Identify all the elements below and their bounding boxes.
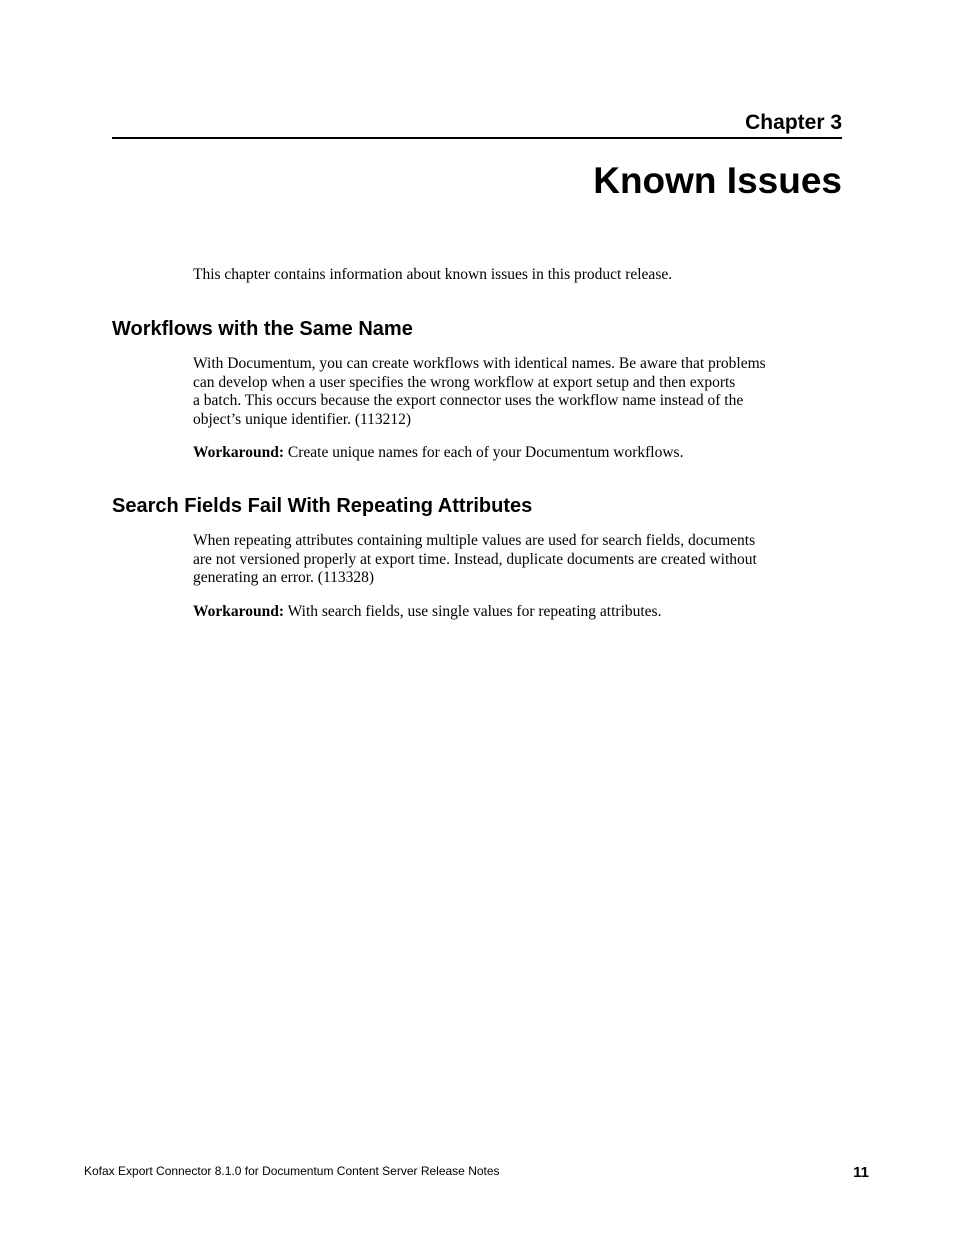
body-line: When repeating attributes containing multiple values are used for search fields, documents [193, 532, 756, 549]
body-line: are not versioned properly at export time. Instead, duplicate documents are created without [193, 550, 757, 568]
body-line: generating an error. (113328) [193, 569, 375, 587]
body-line: object’s unique identifier. (113212) [193, 411, 412, 429]
section-heading-workflows: Workflows with the Same Name [112, 318, 413, 340]
workaround-workflows [193, 444, 838, 463]
workaround-label: Workaround: [193, 444, 285, 461]
body-line: With Documentum, you can create workflows with identical names. Be aware that problems [193, 355, 766, 372]
chapter-label: Chapter 3 [745, 111, 842, 134]
body-line: a batch. This occurs because the export connector uses the workflow name instead of the [193, 392, 744, 410]
section-heading-search-fields: Search Fields Fail With Repeating Attributes [112, 495, 533, 517]
chapter-divider [112, 137, 842, 139]
workaround-text: Create unique names for each of your Documentum workflows. [284, 444, 684, 461]
page-number: 11 [853, 1164, 869, 1181]
body-line: can develop when a user specifies the wrong workflow at export setup and then exports [193, 373, 736, 391]
chapter-intro: This chapter contains information about known issues in this product release. [193, 266, 673, 283]
workaround-label: Workaround: [193, 603, 285, 620]
workaround-search-fields [193, 603, 838, 622]
footer-title: Kofax Export Connector 8.1.0 for Documentum Content Server Release Notes [84, 1164, 500, 1178]
workaround-text: With search fields, use single values for repeating attributes. [284, 603, 662, 620]
section-body-workflows [193, 355, 838, 430]
chapter-title: Known Issues [593, 160, 842, 201]
section-body-search-fields [193, 532, 838, 588]
